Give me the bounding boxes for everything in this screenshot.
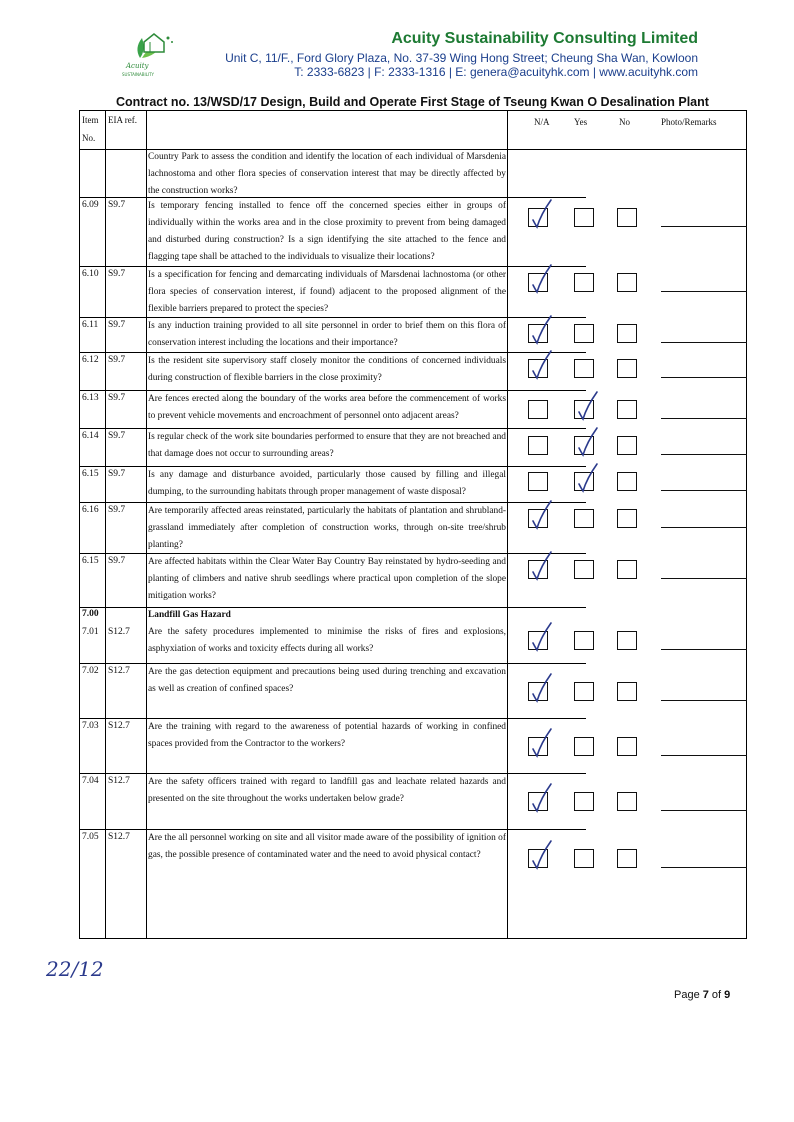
row-item-no: 6.13 (82, 393, 99, 403)
header-remarks: Photo/Remarks (661, 117, 717, 127)
checkbox-no[interactable] (617, 849, 637, 868)
row-eia-ref: S12.7 (108, 721, 130, 731)
checkbox-yes[interactable] (574, 324, 594, 343)
remarks-line[interactable] (661, 527, 747, 528)
check-mark-icon (527, 782, 553, 814)
check-mark-icon (527, 349, 553, 381)
row-eia-ref: S12.7 (108, 776, 130, 786)
row-item-no: 6.14 (82, 431, 99, 441)
header-eia-ref: EIA ref. (108, 115, 137, 125)
header-no: No (619, 117, 630, 127)
checkbox-no[interactable] (617, 682, 637, 701)
header-na: N/A (534, 117, 550, 127)
row-eia-ref: S9.7 (108, 320, 126, 330)
checkbox-no[interactable] (617, 737, 637, 756)
row-item-no: 7.01 (82, 627, 99, 637)
remarks-line[interactable] (661, 342, 747, 343)
row-question: Are the safety procedures implemented to minimise the risks of fires and explosions, asphyxiation of works and toxicity effects during all works? (148, 627, 506, 654)
row-eia-ref: S12.7 (108, 666, 130, 676)
remarks-line[interactable] (661, 454, 747, 455)
row-eia-ref: S9.7 (108, 393, 126, 403)
remarks-line[interactable] (661, 418, 747, 419)
row-item-no: 6.15 (82, 469, 99, 479)
row-question: Is any induction training provided to all site personnel in order to brief them on this flora of conservation interest including the locations and their importance? (148, 321, 506, 348)
company-address: Unit C, 11/F., Ford Glory Plaza, No. 37-39 Wing Hong Street; Cheung Sha Wan, Kowloon (225, 51, 698, 65)
remarks-line[interactable] (661, 810, 747, 811)
logo-subtitle: SUSTAINABILITY (122, 72, 155, 77)
remarks-line[interactable] (661, 700, 747, 701)
checkbox-yes[interactable] (574, 560, 594, 579)
remarks-line[interactable] (661, 490, 747, 491)
checkbox-no[interactable] (617, 792, 637, 811)
row-item-no: 6.10 (82, 269, 99, 279)
col-divider (146, 111, 147, 938)
row-eia-ref: S12.7 (108, 627, 130, 637)
remarks-line[interactable] (661, 377, 747, 378)
company-contact: T: 2333-6823 | F: 2333-1316 | E: genera@acuityhk.com | www.acuityhk.com (294, 65, 698, 79)
checkbox-no[interactable] (617, 400, 637, 419)
check-mark-icon (573, 462, 599, 494)
check-mark-icon (527, 727, 553, 759)
remarks-line[interactable] (661, 578, 747, 579)
checkbox-no[interactable] (617, 359, 637, 378)
row-question: Is a specification for fencing and demarcating individuals of Marsdenai lachnostoma (or other flora species of conservation interest, if found) adjacent to the proposed alignment of the flexible barriers prepared to protect the species? (148, 270, 506, 314)
row-eia-ref: S9.7 (108, 200, 126, 210)
col-divider (507, 111, 508, 938)
checkbox-no[interactable] (617, 631, 637, 650)
row-item-no: 6.12 (82, 355, 99, 365)
page-current: 7 (702, 989, 709, 1001)
checkbox-no[interactable] (617, 436, 637, 455)
row-question: Are the all personnel working on site and all visitor made aware of the possibility of ignition of gas, the possible presence of contaminated water and the need to avoid physical contact? (148, 833, 506, 860)
row-eia-ref: S9.7 (108, 431, 126, 441)
remarks-line[interactable] (661, 226, 747, 227)
check-mark-icon (527, 621, 553, 653)
checkbox-yes[interactable] (574, 792, 594, 811)
row-question: Are affected habitats within the Clear Water Bay Country Bay reinstated by hydro-seeding and planting of climbers and native shrub seedlings where practical upon completion of the slope mitigation works? (148, 557, 506, 601)
remarks-line[interactable] (661, 291, 747, 292)
page-total: 9 (724, 989, 731, 1001)
checkbox-yes[interactable] (574, 359, 594, 378)
check-mark-icon (527, 550, 553, 582)
checkbox-no[interactable] (617, 273, 637, 292)
check-mark-icon (527, 839, 553, 871)
page-number (674, 989, 730, 1001)
page-prefix: Page (674, 989, 703, 1001)
checkbox-yes[interactable] (574, 631, 594, 650)
row-question: Are the gas detection equipment and precautions being used during trenching and excavation as well as creation of confined spaces? (148, 667, 506, 694)
checkbox-yes[interactable] (574, 849, 594, 868)
checkbox-na[interactable] (528, 472, 548, 491)
row-question: Are temporarily affected areas reinstated, particularly the habitats of plantation and shrubland-grassland immediately after completion of construction works, through on-site tree/shrub planting? (148, 506, 506, 550)
row-item-no: 7.05 (82, 832, 99, 842)
row-item-no: 7.02 (82, 666, 99, 676)
row-question: Country Park to assess the condition and identify the location of each individual of Marsdenia lachnostoma and other flora species of conservation interest that may be directly affected by the construction works? (148, 152, 506, 196)
checkbox-yes[interactable] (574, 509, 594, 528)
checkbox-no[interactable] (617, 472, 637, 491)
remarks-line[interactable] (661, 867, 747, 868)
checkbox-no[interactable] (617, 208, 637, 227)
check-mark-icon (527, 314, 553, 346)
checkbox-yes[interactable] (574, 208, 594, 227)
checkbox-no[interactable] (617, 509, 637, 528)
row-item-no: 6.16 (82, 505, 99, 515)
logo-wordmark: Acuity (126, 62, 149, 70)
checkbox-yes[interactable] (574, 273, 594, 292)
row-eia-ref: S12.7 (108, 832, 130, 842)
handwritten-date-text: 22/12 (46, 957, 104, 981)
row-eia-ref: S9.7 (108, 469, 126, 479)
checkbox-na[interactable] (528, 400, 548, 419)
header-item: Item (82, 115, 99, 125)
row-question: Is regular check of the work site boundaries performed to ensure that they are not breached and that damage does not occur to surrounding areas? (148, 432, 506, 459)
company-name: Acuity Sustainability Consulting Limited (391, 30, 698, 47)
check-mark-icon (527, 499, 553, 531)
row-question: Are fences erected along the boundary of the works area before the commencement of works to prevent vehicle movements and encroachment of personnel onto adjacent areas? (148, 394, 506, 421)
checkbox-no[interactable] (617, 324, 637, 343)
row-eia-ref: S9.7 (108, 355, 126, 365)
row-question: Is the resident site supervisory staff closely monitor the conditions of concerned individuals during construction of flexible barriers in the close proximity? (148, 356, 506, 383)
row-question: Is temporary fencing installed to fence off the concerned species either in groups of individually within the works area and in the close proximity to prevent from being damaged and disturbed during construction? Is a sign identifying the site attached to the fence and flagging tape shall be attached to the individuals to visualize their locations? (148, 201, 506, 262)
row-question: Is any damage and disturbance avoided, particularly those caused by filling and illegal dumping, to the surrounding habitats through proper management of waste disposal? (148, 470, 506, 497)
row-item-no: 7.03 (82, 721, 99, 731)
check-mark-icon (527, 263, 553, 295)
check-mark-icon (573, 426, 599, 458)
row-eia-ref: S9.7 (108, 556, 126, 566)
checklist-table (79, 110, 747, 939)
row-item-no: 6.09 (82, 200, 99, 210)
row-item-no: 6.11 (82, 320, 99, 330)
page-of: of (708, 989, 725, 1001)
row-eia-ref: S9.7 (108, 269, 126, 279)
row-question: Are the safety officers trained with regard to landfill gas and leachate related hazards and presented on the site throughout the works undertaken below grade? (148, 777, 506, 804)
row-question: Are the training with regard to the awareness of potential hazards of working in confined spaces provided from the Contractor to the workers? (148, 722, 506, 749)
section-heading: Landfill Gas Hazard (148, 610, 231, 620)
header-yes: Yes (574, 117, 588, 127)
row-eia-ref: S9.7 (108, 505, 126, 515)
section-number: 7.00 (82, 609, 99, 619)
header-item-no: No. (82, 133, 96, 143)
checkbox-yes[interactable] (574, 682, 594, 701)
check-mark-icon (527, 672, 553, 704)
check-mark-icon (573, 390, 599, 422)
col-divider (105, 111, 106, 938)
check-mark-icon (527, 198, 553, 230)
checkbox-yes[interactable] (574, 737, 594, 756)
row-item-no: 7.04 (82, 776, 99, 786)
contract-title: Contract no. 13/WSD/17 Design, Build and Operate First Stage of Tseung Kwan O Desalination Plant (116, 95, 709, 109)
row-item-no: 6.15 (82, 556, 99, 566)
remarks-line[interactable] (661, 649, 747, 650)
handwritten-date (44, 956, 124, 984)
remarks-line[interactable] (661, 755, 747, 756)
checkbox-na[interactable] (528, 436, 548, 455)
checkbox-no[interactable] (617, 560, 637, 579)
